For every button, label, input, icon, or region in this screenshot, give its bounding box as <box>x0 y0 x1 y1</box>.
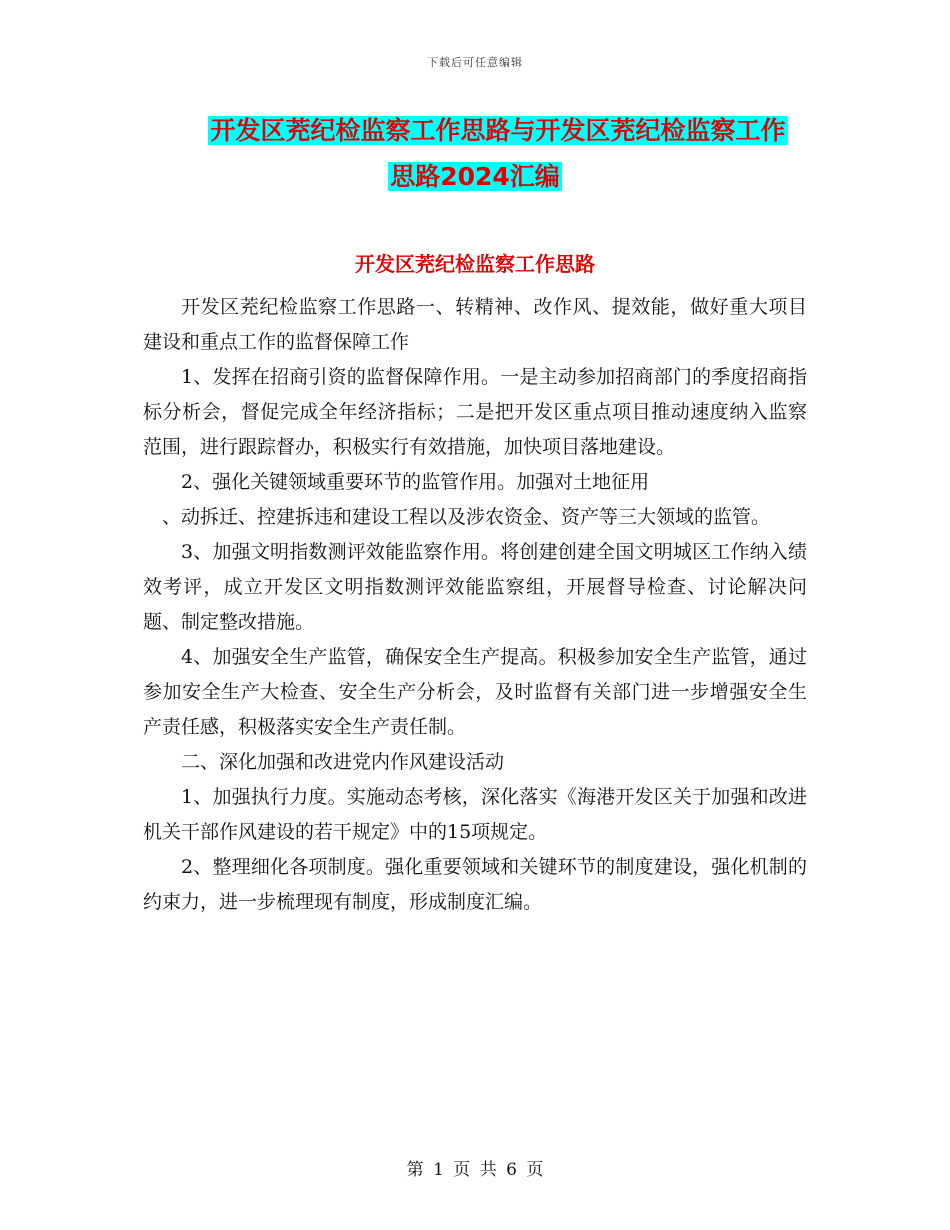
paragraph: 2、整理细化各项制度。强化重要领域和关键环节的制度建设，强化机制的约束力，进一步梳理现有制度，形成制度汇编。 <box>143 856 807 913</box>
title-highlight-1: 开发区茺纪检监察工作思路与开发区茺纪检监察工作 <box>210 116 786 145</box>
document-title-line-2 <box>0 154 950 200</box>
document-body <box>143 290 807 920</box>
page-header: 下载后可任意编辑 <box>427 56 523 69</box>
paragraph: 1、发挥在招商引资的监督保障作用。一是主动参加招商部门的季度招商指标分析会，督促完成全年经济指标；二是把开发区重点项目推动速度纳入监察范围，进行跟踪督办，积极实行有效措施，加快项目落地建设。 <box>143 366 807 458</box>
section-title: 开发区茺纪检监察工作思路 <box>355 252 595 276</box>
title-highlight-2: 思路2024汇编 <box>390 162 560 191</box>
paragraph: 二、深化加强和改进党内作风建设活动 <box>181 751 505 773</box>
paragraph: 2、强化关键领域重要环节的监管作用。加强对土地征用 <box>181 471 650 493</box>
paragraph: 1、加强执行力度。实施动态考核，深化落实《海港开发区关于加强和改进机关干部作风建设的若干规定》中的15项规定。 <box>143 786 807 843</box>
page-number: 第 1 页 共 6 页 <box>406 1160 544 1180</box>
paragraph: 开发区茺纪检监察工作思路一、转精神、改作风、提效能，做好重大项目建设和重点工作的监督保障工作 <box>143 296 807 353</box>
document-title-line-1 <box>0 108 950 154</box>
document-title <box>0 108 950 200</box>
paragraph: 3、加强文明指数测评效能监察作用。将创建创建全国文明城区工作纳入绩效考评，成立开发区文明指数测评效能监察组，开展督导检查、讨论解决问题、制定整改措施。 <box>143 541 807 633</box>
paragraph: 4、加强安全生产监管，确保安全生产提高。积极参加安全生产监管，通过参加安全生产大检查、安全生产分析会，及时监督有关部门进一步增强安全生产责任感，积极落实安全生产责任制。 <box>143 646 807 738</box>
paragraph: 、动拆迁、控建拆违和建设工程以及涉农资金、资产等三大领域的监管。 <box>162 506 771 528</box>
